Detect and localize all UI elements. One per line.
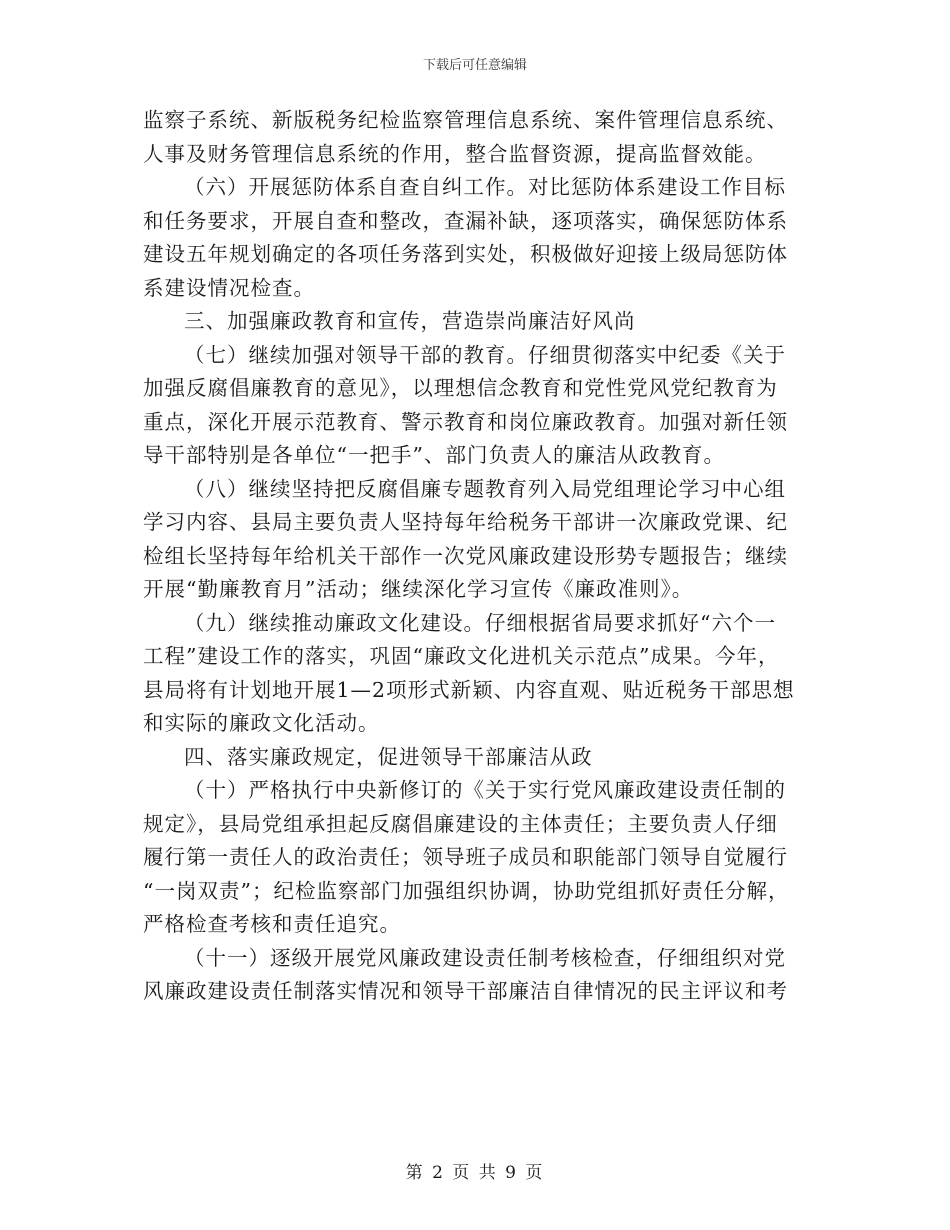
text-line: 人事及财务管理信息系统的作用，整合监督资源，提高监督效能。 — [143, 141, 767, 166]
text-line: 导干部特别是各单位“一把手”、部门负责人的廉洁从政教育。 — [143, 443, 725, 467]
text-line: “一岗双责”；纪检监察部门加强组织协调，协助党组抓好责任分解， — [143, 878, 790, 903]
text-line: 和任务要求，开展自查和整改，查漏补缺，逐项落实，确保惩防体系 — [143, 208, 788, 233]
text-line: 三、加强廉政教育和宣传，营造崇尚廉洁好风尚 — [184, 309, 636, 333]
text-line: （六）开展惩防体系自查自纠工作。对比惩防体系建设工作目标 — [184, 175, 786, 199]
text-line: 规定》，县局党组承担起反腐倡廉建设的主体责任；主要负责人仔细 — [143, 811, 778, 836]
text-line: 工程”建设工作的落实，巩固“廉政文化进机关示范点”成果。今年， — [143, 644, 780, 668]
page-header: 下载后可任意编辑 — [422, 58, 527, 73]
page-footer: 第 2 页 共 9 页 — [405, 1163, 545, 1183]
text-line: 监察子系统、新版税务纪检监察管理信息系统、案件管理信息系统、 — [143, 108, 788, 132]
text-line: （八）继续坚持把反腐倡廉专题教育列入局党组理论学习中心组 — [184, 476, 786, 501]
text-line: 县局将有计划地开展1—2项形式新颖、内容直观、贴近税务干部思想 — [143, 677, 795, 702]
text-line: （七）继续加强对领导干部的教育。仔细贯彻落实中纪委《关于 — [184, 342, 786, 367]
text-line: （十一）逐级开展党风廉政建设责任制考核检查，仔细组织对党 — [184, 945, 786, 970]
text-line: 和实际的廉政文化活动。 — [143, 711, 380, 735]
text-line: 风廉政建设责任制落实情况和领导干部廉洁自律情况的民主评议和考 — [143, 979, 788, 1003]
text-line: 建设五年规划确定的各项任务落到实处，积极做好迎接上级局惩防体 — [143, 242, 788, 266]
text-line: 加强反腐倡廉教育的意见》，以理想信念教育和党性党风党纪教育为 — [143, 376, 778, 400]
text-line: 开展“勤廉教育月”活动；继续深化学习宣传《廉政准则》。 — [143, 577, 694, 601]
text-line: 系建设情况检查。 — [143, 275, 315, 300]
text-line: 严格检查考核和责任追究。 — [143, 912, 401, 936]
text-line: 四、落实廉政规定，促进领导干部廉洁从政 — [184, 744, 593, 769]
document-body — [143, 104, 809, 1009]
text-line: 学习内容、县局主要负责人坚持每年给税务干部讲一次廉政党课、纪 — [143, 510, 788, 534]
text-line: （十）严格执行中央新修订的《关于实行党风廉政建设责任制的 — [184, 778, 786, 802]
text-line: 检组长坚持每年给机关干部作一次党风廉政建设形势专题报告；继续 — [143, 543, 788, 568]
text-line: 履行第一责任人的政治责任；领导班子成员和职能部门领导自觉履行 — [143, 845, 788, 869]
text-line: （九）继续推动廉政文化建设。仔细根据省局要求抓好“六个一 — [184, 610, 776, 635]
text-line: 重点，深化开展示范教育、警示教育和岗位廉政教育。加强对新任领 — [143, 409, 788, 434]
